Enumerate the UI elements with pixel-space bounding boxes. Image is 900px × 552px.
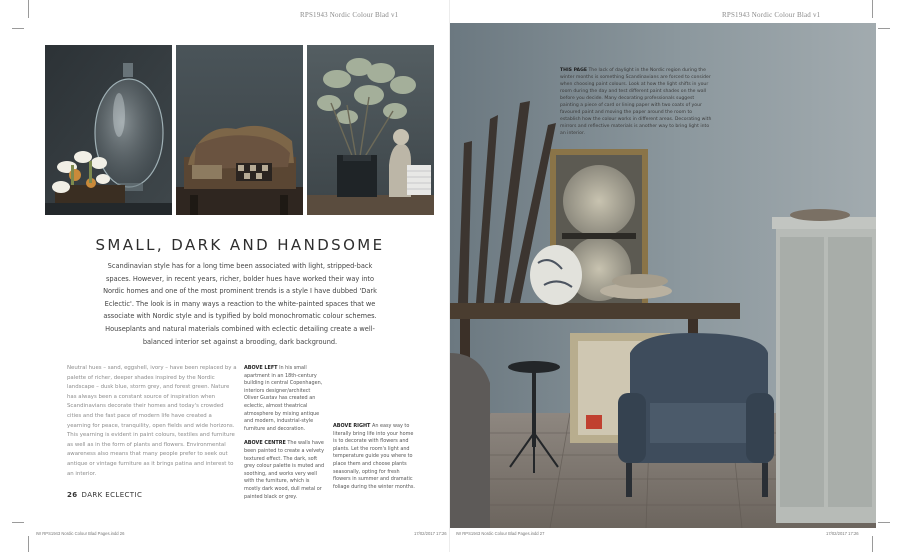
caption-column-middle	[244, 365, 326, 501]
slug-right-file: IW RPS1943 Nordic Colour Blad Pages.indd 27	[456, 531, 545, 536]
folio	[67, 491, 142, 499]
crop-mark	[12, 522, 24, 523]
section-name: DARK ECLECTIC	[81, 491, 143, 499]
running-head-left: RPS1943 Nordic Colour Blad v1	[300, 11, 399, 19]
article-intro: Scandinavian style has for a long time been associated with light, stripped-back spaces. However, in recent years, richer, bolder hues have worked their way into Nordic homes and one of the most prominent trends is a style I have dubbed 'Dark Eclectic'. The look is in many ways a reaction to the white-painted spaces that we associate with Nordic style and is typified by bold monochromatic colour schemes. Houseplants and natural materials combined with eclectic detailing create a well-balanced interior set against a brooding, dark background.	[103, 262, 377, 346]
slug-left-date: 17/02/2017 17:26	[414, 531, 447, 536]
crop-mark	[872, 0, 873, 18]
photo-vase-flowers	[45, 45, 172, 215]
crop-mark	[878, 522, 890, 523]
page-number: 26	[67, 491, 78, 499]
slug-right-date: 17/02/2017 17:26	[826, 531, 859, 536]
caption-label: THIS PAGE	[560, 68, 588, 73]
crop-mark	[872, 536, 873, 552]
crop-mark	[12, 28, 24, 29]
caption-label: ABOVE RIGHT	[333, 423, 371, 429]
caption-text: In his small apartment in an 18th-century building in central Copenhagen, interiors designer/architect Oliver Gustav has created an eclectic, almost theatrical atmosphere by mixing antique and modern, industrial-style furniture and decoration.	[244, 365, 323, 432]
caption-column-right	[333, 423, 415, 491]
running-head-right: RPS1943 Nordic Colour Blad v1	[722, 11, 821, 19]
caption-text: The walls have been painted to create a velvety textured effect. The dark, soft grey colour palette is muted and soothing, and works very well with the furniture, which is mostly dark wood, dull metal or painted black or grey.	[244, 440, 325, 500]
caption-this-page	[560, 67, 712, 137]
slug-left-file: IW RPS1943 Nordic Colour Blad Pages.indd 26	[36, 531, 125, 536]
photo-plant-sculpture-illustration	[307, 45, 434, 215]
caption-text: The lack of daylight in the Nordic region during the winter months is something Scandinavians are forced to consider when choosing paint colours. Look at how the light shifts in your room during the day and test different paint shades on the wall before you decide. Many decorating professionals suggest painting a piece of card or lining paper with two coats of your favoured paint and moving the paper around the room to establish how the colour works in different areas. Decorating with mirrors and reflective materials is another way to bring light into an interior.	[560, 68, 712, 136]
crop-mark	[28, 0, 29, 18]
crop-mark	[878, 28, 890, 29]
photo-plant-sculpture	[307, 45, 434, 215]
caption-above-right	[333, 423, 415, 491]
crop-mark	[28, 536, 29, 552]
caption-label: ABOVE LEFT	[244, 365, 278, 371]
photo-textiles-bench-illustration	[176, 45, 303, 215]
photo-textiles-bench	[176, 45, 303, 215]
caption-label: ABOVE CENTRE	[244, 440, 286, 447]
article-title: SMALL, DARK AND HANDSOME	[95, 236, 385, 254]
caption-above-centre	[244, 440, 326, 501]
caption-text: An easy way to literally bring life into your home is to decorate with flowers and plants. Let the room's light and temperature guide you where to place them and choose plants seasonally, opting for fresh flowers in summer and dramatic foliage during the winter months.	[333, 423, 415, 490]
photo-vase-flowers-illustration	[45, 45, 172, 215]
body-text: Neutral hues – sand, eggshell, ivory – have been replaced by a palette of richer, deeper shades inspired by the Nordic landscape – dusk blue, storm grey, and forest green. Nature has always been a constant source of inspiration when Scandinavians decorate their homes and today's crowded cities and the fast pace of modern life have created a yearning for peace, tranquility, open fields and wide horizons. This yearning is evident in paint colours, textiles and furniture as well as in the form of plants and flowers. Environmental awareness also means that many people prefer to seek out antique or vintage furniture as it brings patina and interest to an interior.	[67, 365, 237, 477]
caption-above-left	[244, 365, 326, 433]
